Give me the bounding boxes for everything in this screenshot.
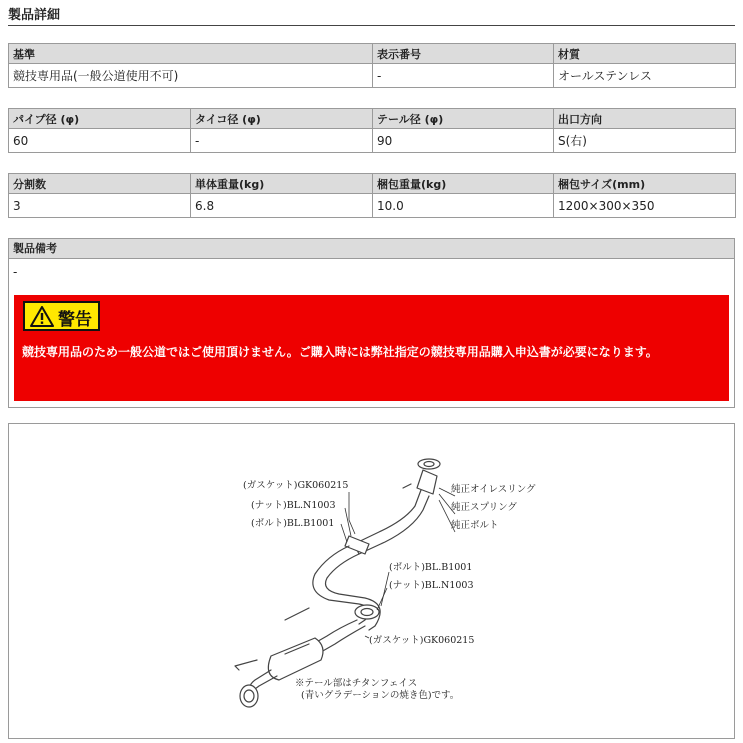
label-bolt-mid: (ボルト)BL.B1001 [389,562,473,573]
header-cell: 出口方向 [554,109,736,129]
mid-flange [355,605,379,619]
label-bolt-oem: 純正ボルト [451,520,499,531]
remarks-value: - [13,265,18,279]
label-oil-ring: 純正オイレスリング [451,484,536,495]
header-cell: 表示番号 [373,44,554,64]
exhaust-drawing [9,424,734,738]
warning-triangle-icon [30,306,54,327]
note-line-1: ※テール部はチタンフェイス [295,678,418,689]
remarks-header: 製品備考 [9,239,734,259]
table-row [9,129,736,153]
value-cell: - [191,129,373,153]
front-flange [418,459,440,469]
header-cell: タイコ径 (φ) [191,109,373,129]
header-cell: 材質 [554,44,736,64]
exhaust-diagram [8,423,735,739]
title-divider [8,25,735,26]
value-cell: 3 [9,194,191,218]
warning-banner [14,295,729,401]
label-spring: 純正スプリング [451,502,517,513]
table-row [9,64,736,88]
header-cell: テール径 (φ) [373,109,554,129]
value-cell: S(右) [554,129,736,153]
product-remarks [8,238,735,408]
table-header-row [9,174,736,194]
table-row [9,194,736,218]
label-gasket-bottom: (ガスケット)GK060215 [369,635,475,646]
header-cell: 梱包重量(kg) [373,174,554,194]
table-header-row [9,44,736,64]
value-cell: 競技専用品(一般公道使用不可) [9,64,373,88]
front-pipe [417,470,437,494]
value-cell: - [373,64,554,88]
page-title: 製品詳細 [8,8,61,23]
warning-text: 競技専用品のため一般公道ではご使用頂けません。ご購入時には弊社指定の競技専用品購入申込書が必要になります。 [22,345,658,359]
value-cell: 90 [373,129,554,153]
value-cell: 6.8 [191,194,373,218]
header-cell: 分割数 [9,174,191,194]
warning-badge [23,301,100,331]
muffler [268,638,323,680]
header-cell: パイプ径 (φ) [9,109,191,129]
value-cell: 1200×300×350 [554,194,736,218]
value-cell: オールステンレス [554,64,736,88]
label-bolt-top: (ボルト)BL.B1001 [251,518,335,529]
spec-table-weights [8,173,736,218]
label-nut-top: (ナット)BL.N1003 [251,500,336,511]
label-nut-mid: (ナット)BL.N1003 [389,580,474,591]
spec-table-diameters [8,108,736,153]
header-cell: 単体重量(kg) [191,174,373,194]
note-line-2: (青いグラデーションの焼き色)です。 [301,690,460,701]
tail-tip [240,685,258,707]
header-cell: 梱包サイズ(mm) [554,174,736,194]
warning-label: 警告 [58,310,92,330]
value-cell: 10.0 [373,194,554,218]
spec-table-standard [8,43,736,88]
header-cell: 基準 [9,44,373,64]
rear-pipe [313,620,357,644]
value-cell: 60 [9,129,191,153]
table-header-row [9,109,736,129]
label-gasket-top: (ガスケット)GK060215 [243,480,349,491]
